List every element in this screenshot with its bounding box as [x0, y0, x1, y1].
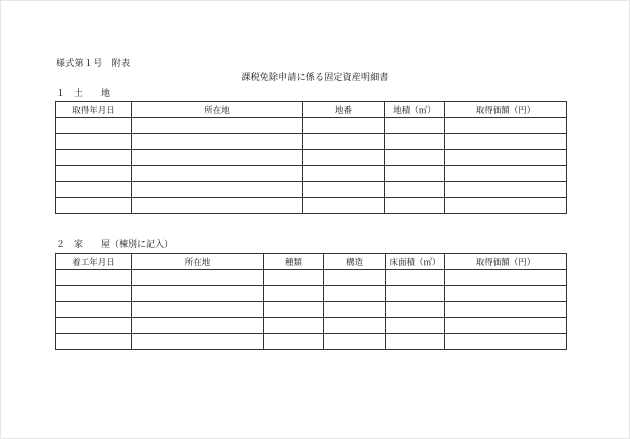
land-table-cell[interactable] — [132, 118, 303, 134]
land-table-cell[interactable] — [132, 134, 303, 150]
building-table-cell[interactable] — [445, 286, 567, 302]
land-col-lot-number: 地番 — [303, 102, 385, 118]
building-table-cell[interactable] — [324, 302, 386, 318]
building-table-cell[interactable] — [445, 270, 567, 286]
building-table-cell[interactable] — [132, 270, 264, 286]
building-table-row — [56, 318, 567, 334]
land-table-cell[interactable] — [303, 166, 385, 182]
building-table-cell[interactable] — [264, 286, 324, 302]
land-table-row — [56, 198, 567, 214]
land-table-cell[interactable] — [132, 182, 303, 198]
land-table-cell[interactable] — [56, 150, 132, 166]
land-col-acquisition-date: 取得年月日 — [56, 102, 132, 118]
land-table-cell[interactable] — [303, 198, 385, 214]
building-table-cell[interactable] — [56, 286, 132, 302]
land-table-cell[interactable] — [445, 166, 567, 182]
land-header-row — [56, 102, 567, 118]
building-table-cell[interactable] — [264, 270, 324, 286]
building-table — [55, 253, 567, 350]
form-number: 様式第１号 附表 — [56, 59, 131, 69]
land-table-cell[interactable] — [303, 182, 385, 198]
land-table-cell[interactable] — [445, 134, 567, 150]
building-table-row — [56, 334, 567, 350]
land-table-cell[interactable] — [56, 198, 132, 214]
building-table-cell[interactable] — [56, 334, 132, 350]
building-table-cell[interactable] — [56, 270, 132, 286]
building-table-cell[interactable] — [445, 334, 567, 350]
land-table-cell[interactable] — [445, 118, 567, 134]
building-table-cell[interactable] — [386, 270, 445, 286]
building-col-floor-area: 床面積（㎡） — [386, 254, 445, 270]
building-table-cell[interactable] — [56, 302, 132, 318]
document-title: 課税免除申請に係る固定資産明細書 — [241, 73, 389, 83]
land-table-cell[interactable] — [56, 118, 132, 134]
building-table-cell[interactable] — [386, 318, 445, 334]
land-table-cell[interactable] — [385, 166, 445, 182]
building-table-cell[interactable] — [445, 302, 567, 318]
building-col-structure: 構造 — [324, 254, 386, 270]
land-table-cell[interactable] — [385, 118, 445, 134]
building-table-row — [56, 286, 567, 302]
land-table-cell[interactable] — [56, 182, 132, 198]
building-table-cell[interactable] — [386, 302, 445, 318]
land-table-cell[interactable] — [303, 134, 385, 150]
land-table-row — [56, 118, 567, 134]
building-table-cell[interactable] — [132, 286, 264, 302]
land-table-cell[interactable] — [303, 118, 385, 134]
building-table-row — [56, 270, 567, 286]
land-table — [55, 101, 567, 214]
land-col-area: 地積（㎡） — [385, 102, 445, 118]
building-table-cell[interactable] — [324, 334, 386, 350]
building-table-row — [56, 302, 567, 318]
land-table-cell[interactable] — [132, 198, 303, 214]
land-table-cell[interactable] — [385, 134, 445, 150]
building-table-cell[interactable] — [132, 334, 264, 350]
building-table-cell[interactable] — [324, 318, 386, 334]
building-header-row — [56, 254, 567, 270]
land-col-location: 所在地 — [132, 102, 303, 118]
land-section-heading: １ 土 地 — [56, 89, 111, 99]
building-col-location: 所在地 — [132, 254, 264, 270]
building-col-construction-date: 着工年月日 — [56, 254, 132, 270]
land-table-cell[interactable] — [445, 182, 567, 198]
building-section-heading: ２ 家 屋（棟別に記入） — [56, 240, 174, 250]
building-table-cell[interactable] — [56, 318, 132, 334]
land-table-cell[interactable] — [303, 150, 385, 166]
building-table-cell[interactable] — [324, 270, 386, 286]
land-table-row — [56, 150, 567, 166]
building-table-cell[interactable] — [264, 302, 324, 318]
building-table-cell[interactable] — [386, 286, 445, 302]
land-table-row — [56, 134, 567, 150]
land-table-cell[interactable] — [56, 166, 132, 182]
building-table-cell[interactable] — [445, 318, 567, 334]
land-table-row — [56, 166, 567, 182]
land-table-row — [56, 182, 567, 198]
building-table-cell[interactable] — [264, 318, 324, 334]
land-table-cell[interactable] — [56, 134, 132, 150]
land-col-acquisition-price: 取得価額（円） — [445, 102, 567, 118]
land-table-cell[interactable] — [385, 198, 445, 214]
land-table-cell[interactable] — [385, 150, 445, 166]
land-table-cell[interactable] — [132, 150, 303, 166]
building-table-cell[interactable] — [264, 334, 324, 350]
building-table-cell[interactable] — [386, 334, 445, 350]
building-col-acquisition-price: 取得価額（円） — [445, 254, 567, 270]
building-table-cell[interactable] — [132, 302, 264, 318]
land-table-cell[interactable] — [385, 182, 445, 198]
building-table-cell[interactable] — [132, 318, 264, 334]
land-table-cell[interactable] — [445, 198, 567, 214]
land-table-cell[interactable] — [132, 166, 303, 182]
land-table-cell[interactable] — [445, 150, 567, 166]
building-table-cell[interactable] — [324, 286, 386, 302]
building-col-type: 種類 — [264, 254, 324, 270]
